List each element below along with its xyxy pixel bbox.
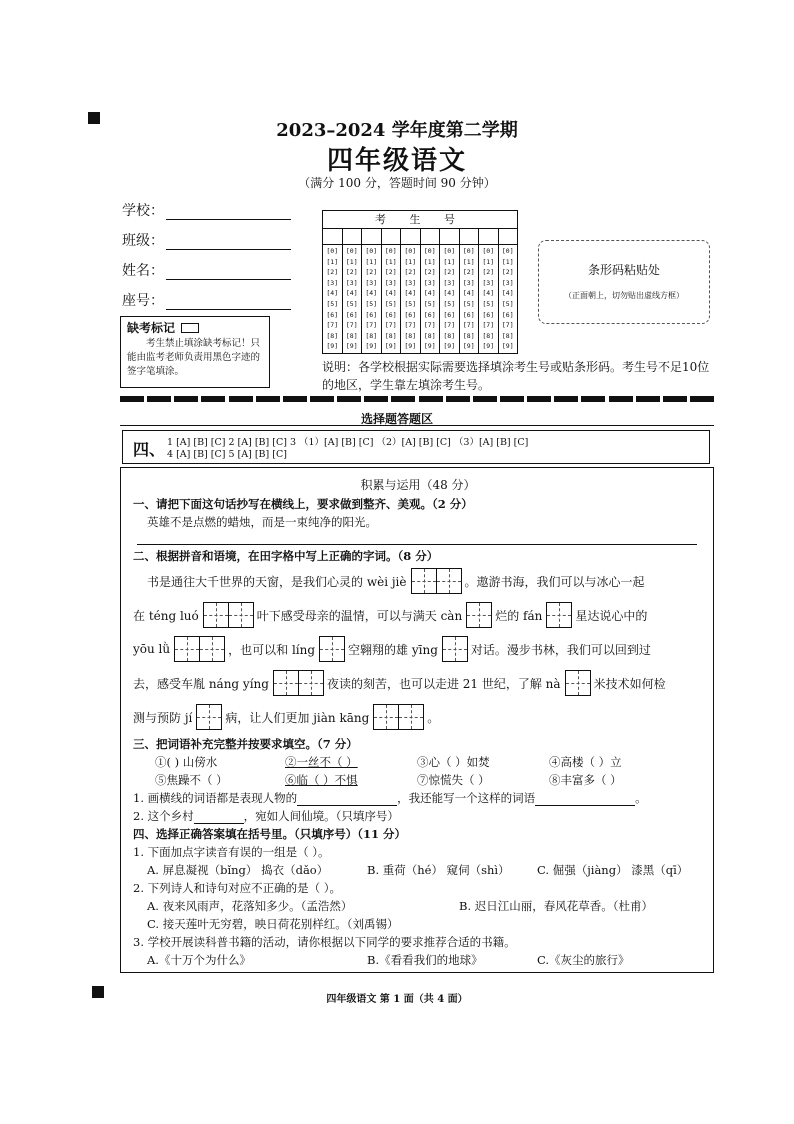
tianzige-grid[interactable]: [466, 602, 491, 628]
exam-digit-bubble[interactable]: [7]: [462, 321, 475, 330]
exam-digit-bubble[interactable]: [9]: [462, 342, 475, 351]
exam-digit-bubble[interactable]: [3]: [384, 278, 397, 287]
exam-digit-bubble[interactable]: [8]: [443, 331, 456, 340]
exam-digit-bubble[interactable]: [9]: [345, 342, 358, 351]
q2-text: yōu lǜ: [133, 642, 171, 656]
seat-label: 座号：: [122, 293, 164, 309]
exam-digit-bubble[interactable]: [5]: [501, 299, 514, 308]
exam-digit-bubble[interactable]: [4]: [501, 289, 514, 298]
q4-1-option-a[interactable]: A. 屏息凝视（bǐng） 捣衣（dǎo）: [147, 863, 329, 877]
exam-digit-bubble[interactable]: [7]: [326, 321, 339, 330]
q3-word-1[interactable]: ①( ) 山傍水: [155, 755, 218, 769]
exam-digit-bubble[interactable]: [7]: [501, 321, 514, 330]
absent-checkbox[interactable]: [181, 323, 199, 333]
exam-digit-bubble[interactable]: [7]: [365, 321, 378, 330]
exam-digit-bubble[interactable]: [6]: [462, 310, 475, 319]
exam-digit-bubble[interactable]: [0]: [326, 247, 339, 255]
exam-digit-bubble[interactable]: [5]: [326, 299, 339, 308]
exam-digit-bubble[interactable]: [5]: [365, 299, 378, 308]
exam-digit-bubble[interactable]: [1]: [345, 257, 358, 266]
q3-word-5[interactable]: ⑤焦躁不（ ）: [155, 773, 228, 787]
tianzige-grid[interactable]: [546, 602, 571, 628]
exam-digit-bubble[interactable]: [9]: [482, 342, 495, 351]
q2-text: 在 téng luó: [133, 608, 199, 623]
exam-digit-bubble[interactable]: [8]: [462, 331, 475, 340]
tianzige-grid[interactable]: [411, 568, 461, 594]
q2-text: 。: [427, 710, 440, 725]
exam-digit-bubble[interactable]: [9]: [501, 342, 514, 351]
q4-2-option-a[interactable]: A. 夜来风雨声，花落知多少。（孟浩然）: [147, 899, 353, 913]
exam-digit-bubble[interactable]: [0]: [404, 247, 417, 255]
q3-sub-1-text: 。: [635, 791, 647, 805]
school-label: 学校：: [122, 203, 164, 219]
exam-number-column[interactable]: [421, 245, 441, 353]
exam-digit-bubble[interactable]: [9]: [443, 342, 456, 351]
barcode-area: [538, 240, 710, 324]
exam-digit-bubble[interactable]: [8]: [365, 331, 378, 340]
tianzige-grid[interactable]: [174, 636, 224, 662]
exam-digit-bubble[interactable]: [7]: [443, 321, 456, 330]
q2-text: 叶下感受母亲的温情，可以与满天 càn: [256, 608, 463, 623]
exam-digit-bubble[interactable]: [1]: [365, 257, 378, 266]
q3-blank-2[interactable]: [535, 791, 635, 806]
exam-digit-bubble[interactable]: [8]: [326, 331, 339, 340]
q2-line-1: [147, 568, 645, 594]
tianzige-grid[interactable]: [373, 704, 423, 730]
exam-digit-bubble[interactable]: [4]: [326, 289, 339, 298]
q2-text: 米技术如何检: [593, 676, 666, 691]
exam-number-column[interactable]: [499, 245, 518, 353]
exam-digit-bubble[interactable]: [5]: [443, 299, 456, 308]
exam-digit-bubble[interactable]: [7]: [404, 321, 417, 330]
exam-digit-bubble[interactable]: [5]: [462, 299, 475, 308]
q4-title: 四、选择正确答案填在括号里。（只填序号）（11 分）: [133, 827, 407, 841]
name-label: 姓名：: [122, 263, 164, 279]
exam-number-grid: [322, 210, 518, 354]
exam-digit-bubble[interactable]: [2]: [443, 268, 456, 277]
school-line[interactable]: [166, 206, 291, 220]
exam-digit-bubble[interactable]: [9]: [423, 342, 436, 351]
q3-blank-3[interactable]: [194, 809, 244, 824]
exam-digit-bubble[interactable]: [4]: [404, 289, 417, 298]
q2-text: ，也可以和 líng: [228, 642, 316, 657]
q2-line-3: [133, 636, 651, 662]
accumulation-section: [120, 467, 714, 973]
year-term-title: 2023–2024 学年度第二学期: [276, 120, 518, 141]
exam-digit-bubble[interactable]: [1]: [326, 257, 339, 266]
exam-number-bubbles[interactable]: [323, 245, 517, 353]
exam-digit-bubble[interactable]: [0]: [443, 247, 456, 255]
exam-digit-bubble[interactable]: [7]: [482, 321, 495, 330]
exam-digit-bubble[interactable]: [1]: [404, 257, 417, 266]
exam-digit-bubble[interactable]: [6]: [443, 310, 456, 319]
q2-line-4: [133, 670, 666, 696]
exam-digit-bubble[interactable]: [4]: [462, 289, 475, 298]
q3-sub-1: [133, 790, 647, 806]
choice-row-2[interactable]: 4 [A] [B] [C] 5 [A] [B] [C]: [167, 449, 287, 460]
exam-digit-bubble[interactable]: [6]: [482, 310, 495, 319]
absent-note: 考生禁止填涂缺考标记！只能由监考老师负责用黑色字迹的签字笔填涂。: [127, 338, 261, 377]
exam-number-write-row[interactable]: [323, 229, 517, 245]
q3-sub-1-text: 1. 画横线的词语都是表现人物的: [133, 791, 298, 805]
exam-digit-bubble[interactable]: [0]: [423, 247, 436, 255]
q2-text: 空翱翔的雄 yīng: [348, 642, 438, 657]
q4-2-option-c[interactable]: C. 接天莲叶无穷碧，映日荷花别样红。（刘禹锡）: [147, 917, 399, 931]
exam-digit-bubble[interactable]: [3]: [482, 278, 495, 287]
q2-text: 去，感受车胤 náng yíng: [133, 676, 269, 691]
exam-digit-bubble[interactable]: [6]: [345, 310, 358, 319]
exam-digit-bubble[interactable]: [9]: [404, 342, 417, 351]
instruction-note: 说明：各学校根据实际需要选择填涂考生号或贴条形码。考生号不足10位的地区，学生靠左填涂考生号。: [322, 360, 710, 392]
tianzige-grid[interactable]: [273, 670, 323, 696]
q4-3-option-b[interactable]: B.《看看我们的地球》: [367, 953, 483, 967]
q2-text: 书是通往大千世界的天窗，是我们心灵的 wèi jiè: [147, 574, 407, 589]
q3-blank-1[interactable]: [297, 791, 397, 806]
exam-digit-bubble[interactable]: [3]: [501, 278, 514, 287]
exam-digit-bubble[interactable]: [4]: [384, 289, 397, 298]
exam-digit-bubble[interactable]: [2]: [482, 268, 495, 277]
exam-digit-bubble[interactable]: [8]: [482, 331, 495, 340]
exam-digit-bubble[interactable]: [8]: [501, 331, 514, 340]
absent-label: 缺考标记: [127, 321, 176, 335]
q2-text: 夜读的刻苦，也可以走进 21 世纪，了解 nà: [326, 676, 561, 691]
class-line[interactable]: [166, 236, 291, 250]
class-label: 班级：: [122, 233, 164, 249]
q2-title: 二、根据拼音和语境，在田字格中写上正确的字词。（8 分）: [133, 549, 439, 563]
q2-text: 病，让人们更加 jiàn kāng: [225, 710, 370, 725]
barcode-label: 条形码粘贴处: [587, 263, 660, 277]
exam-digit-bubble[interactable]: [6]: [326, 310, 339, 319]
exam-digit-bubble[interactable]: [1]: [443, 257, 456, 266]
dashed-separator: [120, 396, 714, 402]
q4-3-option-c[interactable]: C.《灰尘的旅行》: [537, 953, 630, 967]
exam-digit-bubble[interactable]: [2]: [462, 268, 475, 277]
q4-item-3: 3. 学校开展读科普书籍的活动，请你根据以下同学的要求推荐合适的书籍。: [133, 935, 516, 949]
q3-sub-2: [133, 808, 399, 824]
q4-1-option-c[interactable]: C. 倔强（jiàng） 漆黑（qī）: [537, 863, 689, 877]
section-title: 积累与运用（48 分）: [360, 478, 476, 492]
exam-digit-bubble[interactable]: [3]: [443, 278, 456, 287]
q4-item-1: 1. 下面加点字读音有误的一组是（ ）。: [133, 845, 330, 859]
exam-digit-bubble[interactable]: [8]: [404, 331, 417, 340]
exam-digit-bubble[interactable]: [6]: [365, 310, 378, 319]
q3-word-3[interactable]: ③心（ ）如焚: [417, 755, 490, 769]
q2-text: 星达说心中的: [575, 608, 648, 623]
barcode-hint: （正面朝上，切勿贴出虚线方框）: [564, 291, 684, 300]
exam-digit-bubble[interactable]: [2]: [365, 268, 378, 277]
q1-title: 一、请把下面这句话抄写在横线上，要求做到整齐、美观。（2 分）: [133, 497, 473, 511]
seat-line[interactable]: [166, 296, 291, 310]
q2-line-2: [133, 602, 647, 628]
q3-title: 三、把词语补充完整并按要求填空。（7 分）: [133, 737, 358, 751]
score-time-note: （满分 100 分，答题时间 90 分钟）: [298, 176, 496, 190]
exam-digit-bubble[interactable]: [0]: [482, 247, 495, 255]
exam-number-column[interactable]: [401, 245, 421, 353]
q3-word-7[interactable]: ⑦惊慌失（ ）: [417, 773, 490, 787]
exam-digit-bubble[interactable]: [0]: [384, 247, 397, 255]
exam-digit-bubble[interactable]: [6]: [404, 310, 417, 319]
exam-digit-bubble[interactable]: [2]: [345, 268, 358, 277]
q4-2-option-b[interactable]: B. 迟日江山丽，春风花草香。（杜甫）: [459, 899, 654, 913]
exam-number-column[interactable]: [323, 245, 343, 353]
exam-digit-bubble[interactable]: [3]: [423, 278, 436, 287]
seat-field[interactable]: [122, 290, 291, 310]
exam-digit-bubble[interactable]: [1]: [501, 257, 514, 266]
exam-digit-bubble[interactable]: [3]: [365, 278, 378, 287]
exam-digit-bubble[interactable]: [8]: [345, 331, 358, 340]
q2-line-5: [133, 704, 439, 730]
exam-digit-bubble[interactable]: [6]: [423, 310, 436, 319]
q1-text: 英雄不是点燃的蜡烛，而是一束纯净的阳光。: [147, 515, 377, 529]
absent-mark-box: [120, 316, 270, 388]
exam-digit-bubble[interactable]: [2]: [326, 268, 339, 277]
exam-digit-bubble[interactable]: [2]: [423, 268, 436, 277]
q3-word-4[interactable]: ④高楼（ ）立: [549, 755, 622, 769]
q2-text: 测与预防 jí: [133, 710, 193, 725]
exam-digit-bubble[interactable]: [4]: [345, 289, 358, 298]
q3-sub-2-text: 2. 这个乡村: [133, 809, 194, 823]
name-field[interactable]: [122, 260, 291, 280]
tianzige-grid[interactable]: [565, 670, 590, 696]
q2-text: 。遨游书海，我们可以与冰心一起: [464, 574, 645, 589]
tianzige-grid[interactable]: [196, 704, 221, 730]
exam-digit-bubble[interactable]: [2]: [501, 268, 514, 277]
name-line[interactable]: [166, 266, 291, 280]
exam-digit-bubble[interactable]: [7]: [345, 321, 358, 330]
exam-digit-bubble[interactable]: [3]: [404, 278, 417, 287]
exam-digit-bubble[interactable]: [1]: [384, 257, 397, 266]
exam-digit-bubble[interactable]: [4]: [443, 289, 456, 298]
choice-area-title: 选择题答题区: [360, 412, 433, 426]
exam-digit-bubble[interactable]: [6]: [501, 310, 514, 319]
q2-text: 对话。漫步书林，我们可以回到过: [470, 642, 651, 657]
choice-row-1[interactable]: 1 [A] [B] [C] 2 [A] [B] [C] 3 （1）[A] [B] [C] （2）[A] [B] [C] （3）[A] [B] [C]: [167, 437, 529, 448]
exam-number-column[interactable]: [382, 245, 402, 353]
page-footer: 四年级语文 第 1 面（共 4 面）: [326, 994, 468, 1005]
exam-digit-bubble[interactable]: [1]: [462, 257, 475, 266]
q4-3-option-a[interactable]: A.《十万个为什么》: [147, 953, 251, 967]
exam-digit-bubble[interactable]: [7]: [423, 321, 436, 330]
exam-digit-bubble[interactable]: [9]: [384, 342, 397, 351]
tianzige-grid[interactable]: [203, 602, 253, 628]
q1-write-line[interactable]: [137, 544, 697, 545]
exam-digit-bubble[interactable]: [8]: [423, 331, 436, 340]
exam-digit-bubble[interactable]: [5]: [482, 299, 495, 308]
exam-digit-bubble[interactable]: [3]: [326, 278, 339, 287]
exam-digit-bubble[interactable]: [2]: [384, 268, 397, 277]
q4-1-option-b[interactable]: B. 重荷（hé） 窥伺（shì）: [367, 863, 510, 877]
exam-number-column[interactable]: [362, 245, 382, 353]
subject-title: 四年级语文: [326, 146, 467, 176]
choice-area-rule: [120, 425, 714, 426]
exam-number-column[interactable]: [343, 245, 363, 353]
exam-digit-bubble[interactable]: [5]: [384, 299, 397, 308]
tianzige-grid[interactable]: [319, 636, 344, 662]
exam-digit-bubble[interactable]: [1]: [423, 257, 436, 266]
school-field[interactable]: [122, 200, 291, 220]
q3-sub-2-text: ，宛如人间仙境。（只填序号）: [243, 809, 399, 823]
exam-number-column[interactable]: [440, 245, 460, 353]
exam-digit-bubble[interactable]: [6]: [384, 310, 397, 319]
q3-word-8[interactable]: ⑧丰富多（ ）: [549, 773, 622, 787]
q4-item-2: 2. 下列诗人和诗句对应不正确的是（ ）。: [133, 881, 342, 895]
exam-digit-bubble[interactable]: [5]: [404, 299, 417, 308]
exam-number-title: 考 生 号: [323, 211, 517, 229]
exam-digit-bubble[interactable]: [8]: [384, 331, 397, 340]
q3-word-2[interactable]: ②一丝不（ ）: [285, 755, 358, 769]
q3-sub-1-text: ，我还能写一个这样的词语: [397, 791, 536, 805]
tianzige-grid[interactable]: [442, 636, 467, 662]
exam-digit-bubble[interactable]: [9]: [326, 342, 339, 351]
exam-digit-bubble[interactable]: [5]: [345, 299, 358, 308]
exam-digit-bubble[interactable]: [0]: [365, 247, 378, 255]
exam-digit-bubble[interactable]: [1]: [482, 257, 495, 266]
exam-digit-bubble[interactable]: [0]: [501, 247, 514, 255]
exam-digit-bubble[interactable]: [5]: [423, 299, 436, 308]
exam-digit-bubble[interactable]: [4]: [365, 289, 378, 298]
exam-digit-bubble[interactable]: [9]: [365, 342, 378, 351]
exam-digit-bubble[interactable]: [0]: [345, 247, 358, 255]
exam-number-column[interactable]: [479, 245, 499, 353]
exam-digit-bubble[interactable]: [2]: [404, 268, 417, 277]
exam-digit-bubble[interactable]: [0]: [462, 247, 475, 255]
class-field[interactable]: [122, 230, 291, 250]
exam-digit-bubble[interactable]: [4]: [482, 289, 495, 298]
q2-text: 烂的 fán: [495, 608, 543, 623]
q3-word-6[interactable]: ⑥临（ ）不惧: [285, 773, 358, 787]
exam-digit-bubble[interactable]: [7]: [384, 321, 397, 330]
exam-number-column[interactable]: [460, 245, 480, 353]
choice-section-number: 四、: [133, 440, 166, 459]
exam-digit-bubble[interactable]: [3]: [345, 278, 358, 287]
exam-digit-bubble[interactable]: [3]: [462, 278, 475, 287]
exam-digit-bubble[interactable]: [4]: [423, 289, 436, 298]
choice-answer-box: [122, 430, 710, 464]
